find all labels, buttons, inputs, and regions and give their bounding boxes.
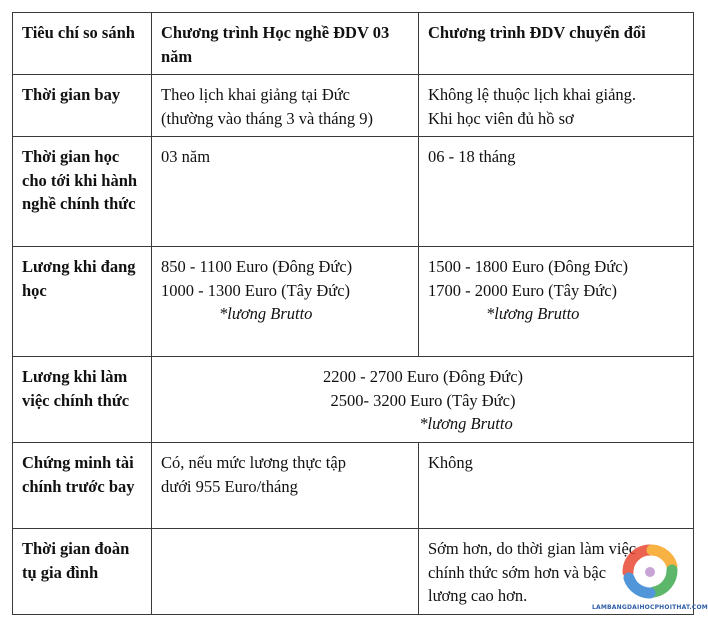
cell-merged-salary <box>152 357 694 443</box>
cell-line: 850 - 1100 Euro (Đông Đức) <box>161 257 353 276</box>
cell-line: 1500 - 1800 Euro (Đông Đức) <box>428 257 629 276</box>
row-criterion: Thời gian bay <box>13 75 152 137</box>
table-row <box>13 357 694 443</box>
watermark-logo <box>592 532 708 612</box>
cell-line: (thường vào tháng 3 và tháng 9) <box>161 108 373 128</box>
header-program-3-year: Chương trình Học nghề ĐDV 03 năm <box>152 13 419 75</box>
watermark-swirl-icon <box>594 532 704 604</box>
salary-note: *lương Brutto <box>219 304 313 323</box>
cell-line: 2500- 3200 Euro (Tây Đức) <box>330 390 516 410</box>
cell-line: 2200 - 2700 Euro (Đông Đức) <box>322 367 524 386</box>
cell-program-3-year <box>152 443 419 529</box>
cell-line: Không lệ thuộc lịch khai giảng. <box>428 85 637 104</box>
cell-line: 1000 - 1300 Euro (Tây Đức) <box>161 280 351 300</box>
cell-program-conversion <box>419 443 694 529</box>
cell-line: lương cao hơn. <box>428 586 528 605</box>
row-criterion: Thời gian học cho tới khi hành nghề chính thức <box>13 137 152 247</box>
cell-program-conversion <box>419 75 694 137</box>
table-row <box>13 75 694 137</box>
cell-line: Không <box>428 453 473 472</box>
table-row <box>13 529 694 615</box>
cell-line: Khi học viên đủ hồ sơ <box>428 108 574 128</box>
row-criterion: Thời gian đoàn tụ gia đình <box>13 529 152 615</box>
cell-line: chính thức sớm hơn và bậc <box>428 562 607 582</box>
table-header-row <box>13 13 694 75</box>
header-criteria: Tiêu chí so sánh <box>13 13 152 75</box>
cell-line: 03 năm <box>161 147 211 166</box>
cell-program-3-year <box>152 137 419 247</box>
row-criterion: Chứng minh tài chính trước bay <box>13 443 152 529</box>
table-row <box>13 247 694 357</box>
cell-program-3-year <box>152 529 419 615</box>
cell-program-3-year <box>152 75 419 137</box>
cell-line: 1700 - 2000 Euro (Tây Đức) <box>428 280 618 300</box>
watermark-text: LAMBANGDAIHOCPHOITHAT.COM <box>592 604 708 611</box>
salary-note: *lương Brutto <box>419 414 513 433</box>
table-row <box>13 443 694 529</box>
row-criterion: Lương khi làm việc chính thức <box>13 357 152 443</box>
cell-line: Sớm hơn, do thời gian làm việc <box>428 539 637 558</box>
row-criterion: Lương khi đang học <box>13 247 152 357</box>
salary-note: *lương Brutto <box>486 304 580 323</box>
cell-line: dưới 955 Euro/tháng <box>161 476 298 496</box>
header-program-conversion: Chương trình ĐDV chuyển đổi <box>419 13 694 75</box>
cell-program-conversion <box>419 137 694 247</box>
cell-line: Theo lịch khai giảng tại Đức <box>161 85 351 104</box>
comparison-table <box>12 12 694 615</box>
cell-program-3-year <box>152 247 419 357</box>
cell-line: 06 - 18 tháng <box>428 147 516 166</box>
table-row <box>13 137 694 247</box>
cell-program-conversion <box>419 247 694 357</box>
cell-line: Có, nếu mức lương thực tập <box>161 453 346 472</box>
